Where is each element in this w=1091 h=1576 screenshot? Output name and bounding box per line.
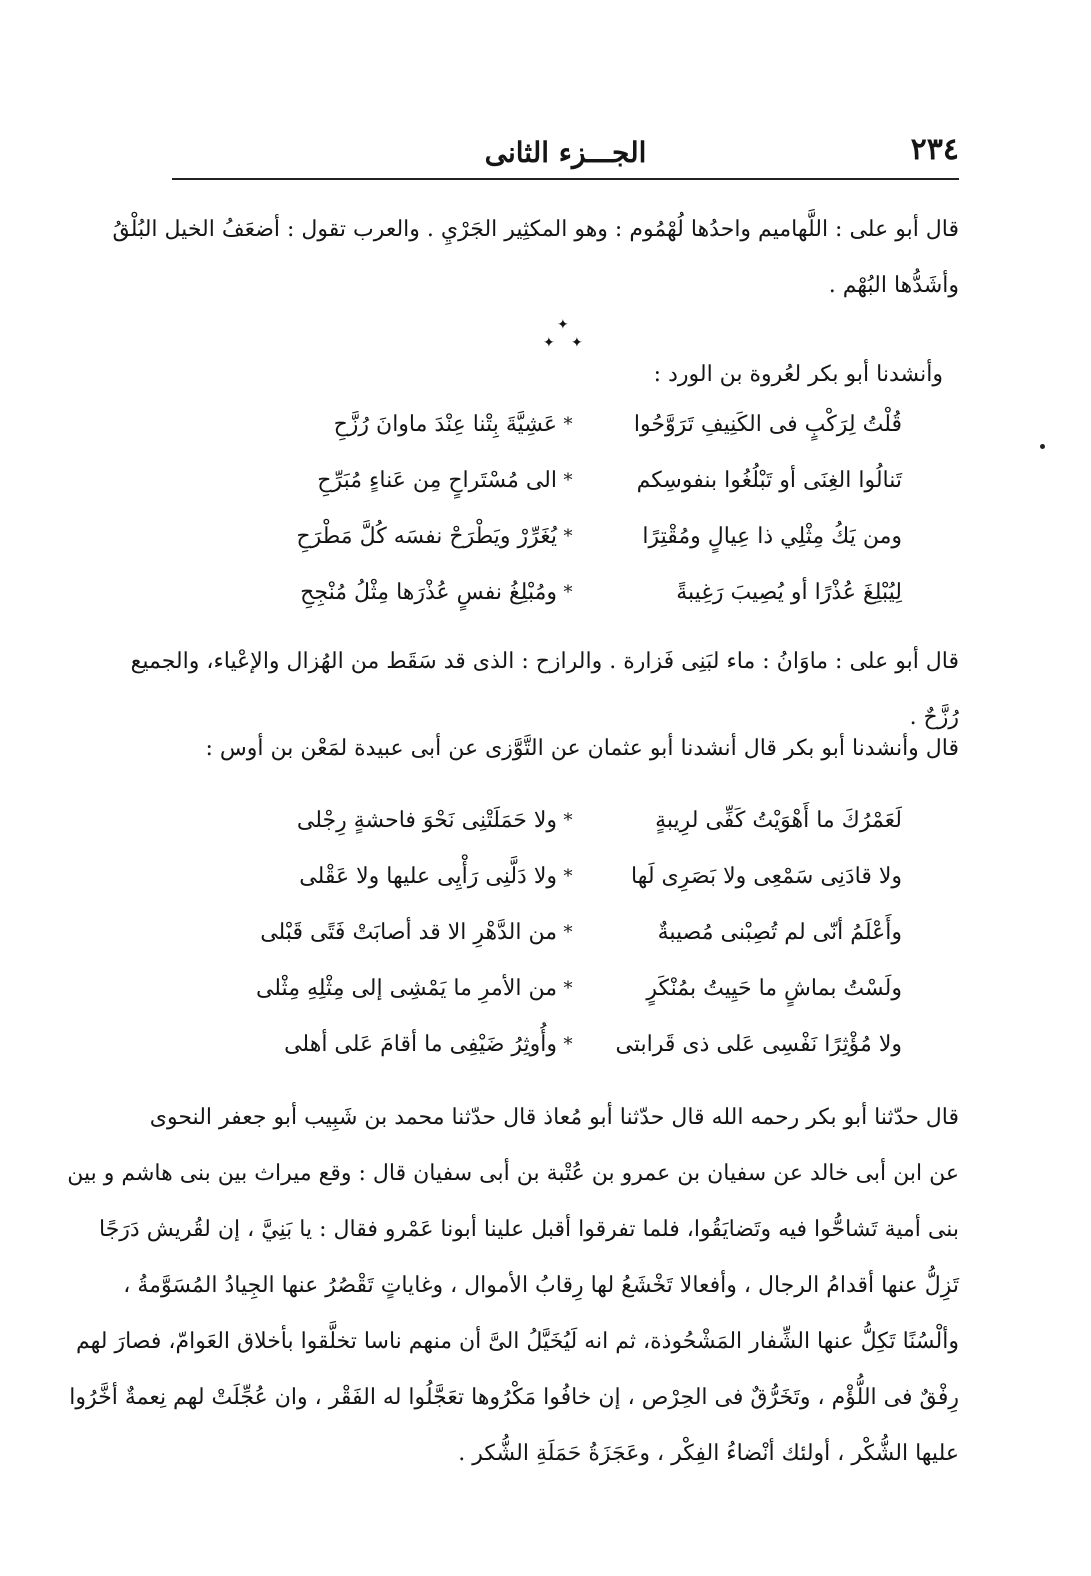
verse-first-hemistich: ولا قادَنِى سَمْعِى ولا بَصَرِى لَها <box>631 864 902 889</box>
hemistich-separator: * <box>563 978 573 999</box>
verse-first-hemistich: وأَعْلَمُ أنّى لم تُصِبْنى مُصيبةٌ <box>657 920 902 945</box>
poem-intro-1: وأنشدنا أبو بكر لعُروة بن الورد : <box>653 362 943 387</box>
text-line: وألْسُنًا تَكِلُّ عنها الشِّفار المَشْحُوذة، ثم انه لَيُخَيَّلُ الىَّ أن منهم ناسا تخلَّقوا بأخلاق العَوامّ، فصارَ لهم <box>76 1329 959 1354</box>
poem-1 <box>262 404 902 628</box>
text-line: قال أبو على : اللَّهاميم واحدُها لُهْمُوم : وهو المكثِير الجَرْيِ . والعرب تقول : أضعَفُ الخيل البُلْقُ <box>112 217 959 242</box>
margin-ink-dot <box>1040 444 1045 449</box>
header-rule <box>172 178 959 180</box>
verse-second-hemistich: وأُوثِرُ ضَيْفِى ما أقامَ عَلى أهلى <box>284 1032 557 1057</box>
verse-first-hemistich: لَعَمْرُكَ ما أَهْوَيْتُ كَفِّى لرِيبةٍ <box>655 808 902 833</box>
asterism-ornament <box>535 318 591 358</box>
verse-first-hemistich: قُلْتُ لِرَكْبٍ فى الكَنِيفِ تَرَوَّحُوا <box>633 412 902 437</box>
poem-2 <box>255 800 902 1080</box>
text-line: رِفْقٌ فى اللُّؤْم ، وتَخَرُّقٌ فى الحِرْص ، إن خافُوا مَكْرُوها تعَجَّلُوا له الفَقْر ، وان عُجِّلَتْ لهم نِعمةٌ أخَّرُوا <box>69 1385 959 1410</box>
paragraph-narrative <box>67 1090 959 1482</box>
asterism-star-icon: ✦ <box>557 317 569 333</box>
text-line: عن ابن أبى خالد عن سفيان بن عمرو بن عُتْبة بن أبى سفيان قال : وقع ميراث بين بنى هاشم و بين <box>67 1161 959 1186</box>
verse-first-hemistich: ولا مُؤْثِرًا نَفْسِى عَلى ذى قَرابتى <box>615 1032 902 1057</box>
poem-intro-2: قال وأنشدنا أبو بكر قال أنشدنا أبو عثمان عن التَّوَّزى عن أبى عبيدة لمَعْن بن أوس : <box>205 736 959 761</box>
text-line: تَزِلُّ عنها أقدامُ الرجال ، وأفعالا تَخْشَعُ لها رِقابُ الأموال ، وغاياتٍ تَقْصُرُ عنها الجِيادُ المُسَوَّمةُ ، <box>123 1273 959 1298</box>
text-line: قال حدّثنا أبو بكر رحمه الله قال حدّثنا أبو مُعاذ قال حدّثنا محمد بن شَبِيب أبو جعفر النحوى <box>149 1105 959 1130</box>
verse-first-hemistich: ولَسْتُ بماشٍ ما حَيِيتُ بمُنْكَرٍ <box>646 976 902 1001</box>
verse-line <box>262 800 902 856</box>
asterism-star-icon: ✦ <box>543 335 555 351</box>
verse-second-hemistich: عَشِيَّةَ بِتْنا عِنْدَ ماوانَ رُزَّحِ <box>333 412 557 437</box>
text-line: قال أبو على : ماوَانُ : ماء لبَنِى فَزارة . والرازح : الذى قد سَقَط من الهُزال والإعْياء، والجميع <box>130 649 959 674</box>
verse-line <box>262 912 902 968</box>
hemistich-separator: * <box>563 1034 573 1055</box>
verse-line <box>262 460 902 516</box>
verse-second-hemistich: يُغَرِّرْ ويَطْرَحْ نفسَه كُلَّ مَطْرَحِ <box>296 524 557 549</box>
running-title: الجـــزء الثانى <box>484 136 647 169</box>
text-line: بنى أمية تَشاحُّوا فيه وتَضايَقُوا، فلما تفرقوا أقبل علينا أبونا عَمْرو فقال : يا بَنِيَّ ، إن لقُريش دَرَجًا <box>98 1217 959 1242</box>
hemistich-separator: * <box>563 866 573 887</box>
verse-second-hemistich: من الدَّهْرِ الا قد أصابَتْ فَتًى قَبْلى <box>260 920 557 945</box>
text-line: وأشَدُّها البُهْم . <box>828 273 959 298</box>
verse-first-hemistich: لِيُبْلِغَ عُذْرًا أو يُصِيبَ رَغِيبةً <box>676 580 902 605</box>
verse-second-hemistich: الى مُسْتَراحٍ مِن عَناءٍ مُبَرِّحِ <box>317 468 557 493</box>
verse-line <box>262 516 902 572</box>
verse-second-hemistich: ومُبْلِغُ نفسٍ عُذْرَها مِثْلُ مُنْجِحِ <box>300 580 557 605</box>
verse-second-hemistich: ولا دَلَّنِى رَأْيِى عليها ولا عَقْلى <box>299 864 557 889</box>
verse-line <box>262 572 902 628</box>
hemistich-separator: * <box>563 414 573 435</box>
hemistich-separator: * <box>563 810 573 831</box>
paragraph-lexical-note-2 <box>130 634 959 746</box>
verse-line <box>262 856 902 912</box>
verse-line <box>262 1024 902 1080</box>
hemistich-separator: * <box>563 922 573 943</box>
asterism-star-icon: ✦ <box>571 335 583 351</box>
hemistich-separator: * <box>563 470 573 491</box>
paragraph-lexical-note-1 <box>112 202 959 314</box>
verse-first-hemistich: تَنالُوا الغِنَى أو تَبْلُغُوا بنفوسِكم <box>636 468 902 493</box>
verse-first-hemistich: ومن يَكُ مِثْلِي ذا عِيالٍ ومُقْتِرًا <box>642 524 902 549</box>
verse-second-hemistich: من الأمرِ ما يَمْشِى إلى مِثْلِهِ مِثْلى <box>255 976 557 1001</box>
hemistich-separator: * <box>563 582 573 603</box>
text-line: رُزَّحٌ . <box>909 705 959 730</box>
hemistich-separator: * <box>563 526 573 547</box>
verse-second-hemistich: ولا حَمَلَتْنِى نَحْوَ فاحشةٍ رِجْلى <box>296 808 557 833</box>
page-number: ٢٣٤ <box>910 132 959 167</box>
text-line: عليها الشُّكْر ، أولئك أنْضاءُ الفِكْر ، وعَجَزَةُ حَمَلَةِ الشُّكر . <box>458 1441 959 1466</box>
verse-line <box>255 968 902 1024</box>
verse-line <box>262 404 902 460</box>
page-header <box>172 126 959 176</box>
